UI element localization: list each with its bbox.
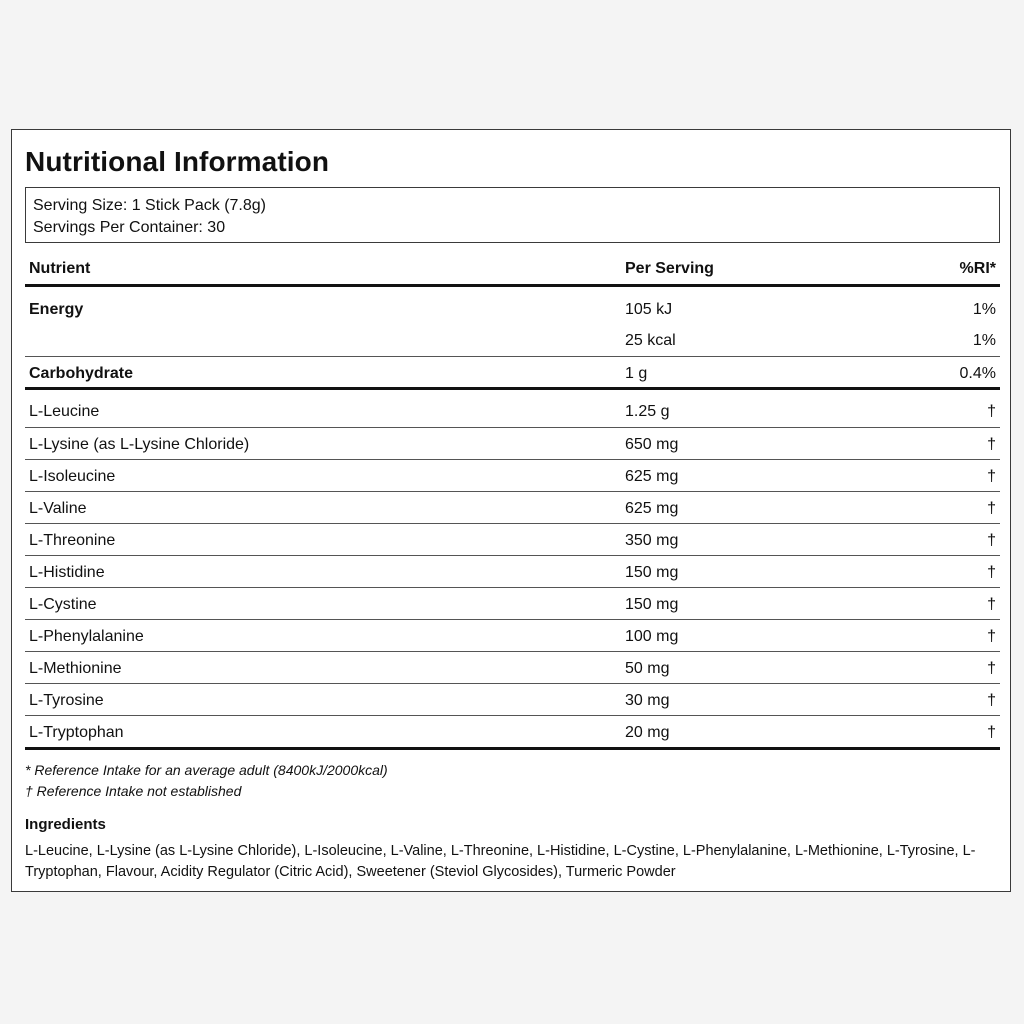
- amino-value: 150 mg: [625, 564, 679, 581]
- table-row-carbohydrate: [25, 357, 1000, 390]
- table-row: [25, 652, 1000, 684]
- table-row: [25, 390, 1000, 428]
- amino-name: L-Methionine: [29, 660, 122, 677]
- table-header-row: [25, 252, 1000, 287]
- ingredients-text: L-Leucine, L-Lysine (as L-Lysine Chloride), L-Isoleucine, L-Valine, L-Threonine, L-Histidine, L-Cystine, L-Phenylalanine, L-Methionine, L-Tyrosine, L-Tryptophan, Flavour, Acidity Regulator (Citric Acid), Sweetener (Steviol Glycosides), Turmeric Powder: [25, 843, 976, 880]
- amino-value: 20 mg: [625, 724, 670, 741]
- energy-kcal-ri: 1%: [972, 332, 996, 349]
- table-row-energy: [25, 287, 1000, 357]
- table-row: [25, 588, 1000, 620]
- table-row: [25, 556, 1000, 588]
- amino-ri: †: [987, 564, 996, 581]
- carbohydrate-ri: 0.4%: [959, 365, 996, 382]
- amino-value: 30 mg: [625, 692, 670, 709]
- energy-kj-ri: 1%: [972, 301, 996, 318]
- footnote-reference-intake: * Reference Intake for an average adult (8400kJ/2000kcal): [25, 762, 388, 778]
- table-row: [25, 428, 1000, 460]
- amino-ri: †: [987, 500, 996, 517]
- table-row: [25, 492, 1000, 524]
- amino-name: L-Cystine: [29, 596, 97, 613]
- serving-size: Serving Size: 1 Stick Pack (7.8g): [33, 197, 266, 214]
- amino-ri: †: [987, 403, 996, 420]
- servings-per-container: Servings Per Container: 30: [33, 219, 226, 236]
- header-per-serving: Per Serving: [625, 260, 714, 277]
- amino-value: 1.25 g: [625, 403, 670, 420]
- amino-name: L-Tryptophan: [29, 724, 124, 741]
- amino-value: 650 mg: [625, 436, 679, 453]
- table-row: [25, 716, 1000, 750]
- carbohydrate-value: 1 g: [625, 365, 648, 382]
- amino-name: L-Lysine (as L-Lysine Chloride): [29, 436, 250, 453]
- amino-value: 50 mg: [625, 660, 670, 677]
- amino-name: L-Tyrosine: [29, 692, 104, 709]
- amino-name: L-Isoleucine: [29, 468, 116, 485]
- amino-ri: †: [987, 596, 996, 613]
- amino-ri: †: [987, 660, 996, 677]
- table-row: [25, 620, 1000, 652]
- nutrition-table: [25, 252, 1000, 750]
- amino-name: L-Phenylalanine: [29, 628, 144, 645]
- table-row: [25, 684, 1000, 716]
- amino-name: L-Valine: [29, 500, 87, 517]
- nutrition-panel: [11, 129, 1011, 892]
- energy-kcal: 25 kcal: [625, 332, 676, 349]
- footnotes: [25, 760, 388, 802]
- energy-label: Energy: [29, 301, 84, 318]
- amino-name: L-Histidine: [29, 564, 105, 581]
- header-ri: %RI*: [959, 260, 996, 277]
- amino-ri: †: [987, 692, 996, 709]
- amino-name: L-Threonine: [29, 532, 116, 549]
- footnote-not-established: † Reference Intake not established: [25, 783, 242, 799]
- carbohydrate-label: Carbohydrate: [29, 365, 134, 382]
- energy-kj: 105 kJ: [625, 301, 673, 318]
- amino-value: 350 mg: [625, 532, 679, 549]
- amino-ri: †: [987, 724, 996, 741]
- amino-value: 625 mg: [625, 468, 679, 485]
- amino-ri: †: [987, 436, 996, 453]
- amino-name: L-Leucine: [29, 403, 100, 420]
- header-nutrient: Nutrient: [29, 260, 91, 277]
- amino-value: 100 mg: [625, 628, 679, 645]
- amino-value: 625 mg: [625, 500, 679, 517]
- amino-ri: †: [987, 532, 996, 549]
- amino-ri: †: [987, 628, 996, 645]
- table-row: [25, 524, 1000, 556]
- page-title: Nutritional Information: [25, 146, 330, 177]
- serving-info-box: [25, 187, 1000, 243]
- amino-value: 150 mg: [625, 596, 679, 613]
- ingredients-heading: Ingredients: [25, 816, 106, 833]
- table-row: [25, 460, 1000, 492]
- amino-ri: †: [987, 468, 996, 485]
